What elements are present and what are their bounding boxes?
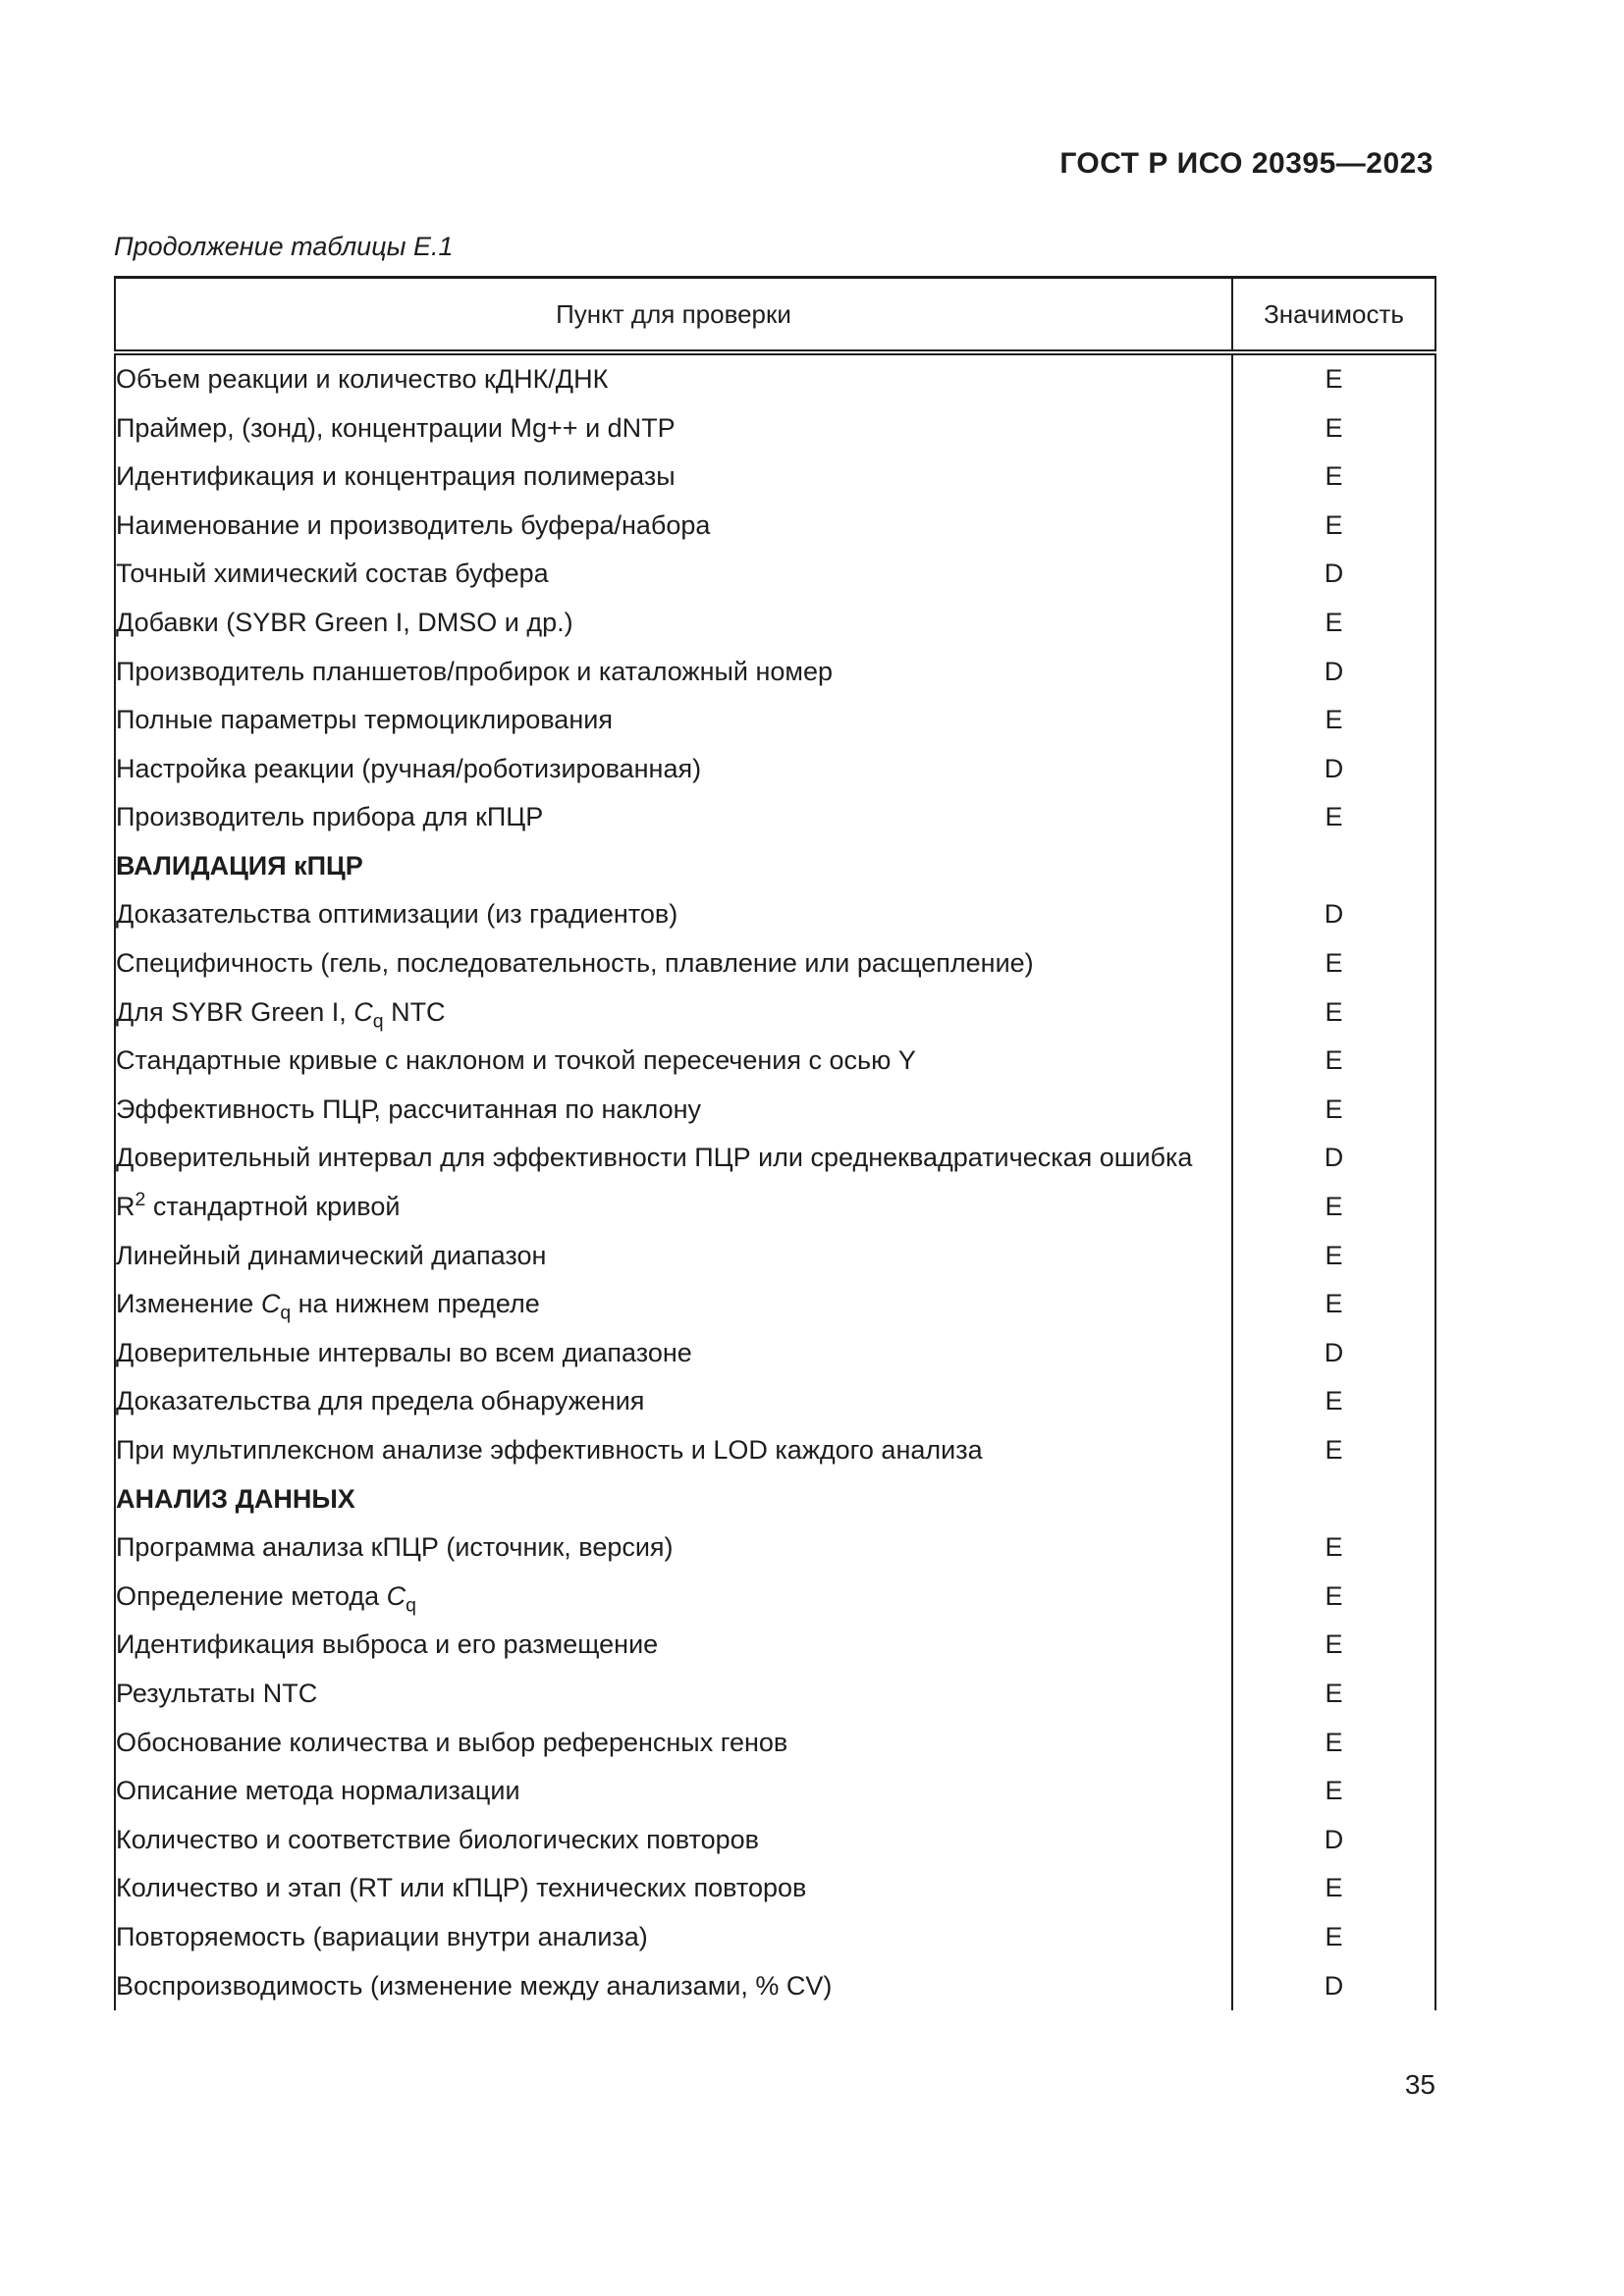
table-row xyxy=(115,745,1435,794)
check-item-cell: Воспроизводимость (изменение между анализами, % CV) xyxy=(115,1962,1232,2011)
table-row xyxy=(115,1183,1435,1232)
significance-cell: E xyxy=(1325,363,1343,394)
significance-cell: E xyxy=(1325,607,1343,637)
table-row xyxy=(115,1232,1435,1281)
check-item-cell: Полные параметры термоциклирования xyxy=(115,696,1232,745)
check-item-cell: Добавки (SYBR Green I, DMSO и др.) xyxy=(115,599,1232,648)
check-item-cell: Доказательства оптимизации (из градиентов) xyxy=(115,891,1232,940)
check-item-cell: Повторяемость (вариации внутри анализа) xyxy=(115,1913,1232,1962)
table-row xyxy=(115,1767,1435,1816)
table-row xyxy=(115,1377,1435,1426)
significance-cell: E xyxy=(1325,1580,1343,1611)
significance-cell: E xyxy=(1325,948,1343,979)
table-header-row xyxy=(115,278,1435,353)
check-item-cell: Точный химический состав буфера xyxy=(115,550,1232,599)
table-row xyxy=(115,1037,1435,1086)
check-item-cell: Описание метода нормализации xyxy=(115,1767,1232,1816)
table-row xyxy=(115,1864,1435,1913)
significance-cell xyxy=(1232,1475,1435,1524)
significance-cell: D xyxy=(1324,1970,1344,2001)
table-row xyxy=(115,891,1435,940)
check-item-cell: Идентификация выброса и его размещение xyxy=(115,1621,1232,1670)
significance-cell xyxy=(1232,842,1435,891)
significance-cell: E xyxy=(1325,1727,1343,1757)
significance-cell: E xyxy=(1325,1776,1343,1806)
check-item-cell: Программа анализа кПЦР (источник, версия) xyxy=(115,1523,1232,1573)
running-header: ГОСТ Р ИСО 20395—2023 xyxy=(1059,147,1434,180)
table-row xyxy=(115,599,1435,648)
column-header-significance: Значимость xyxy=(1232,278,1435,353)
significance-cell: E xyxy=(1325,1921,1343,1951)
table-row xyxy=(115,1523,1435,1573)
table-row xyxy=(115,1670,1435,1719)
check-item-cell: Количество и этап (RT или кПЦР) технических повторов xyxy=(115,1864,1232,1913)
checklist-table xyxy=(114,276,1436,2010)
significance-cell: D xyxy=(1324,1824,1344,1854)
significance-cell: D xyxy=(1324,656,1344,686)
column-header-check-item: Пункт для проверки xyxy=(115,278,1232,353)
table-row xyxy=(115,1962,1435,2011)
check-item-cell: Определение метода $C_q$ xyxy=(115,1573,1232,1622)
significance-cell: E xyxy=(1325,1094,1343,1124)
table-row xyxy=(115,1573,1435,1622)
significance-cell: E xyxy=(1325,1192,1343,1222)
check-item-cell: Объем реакции и количество кДНК/ДНК xyxy=(115,352,1232,404)
check-item-cell: Результаты NTC xyxy=(115,1670,1232,1719)
significance-cell: E xyxy=(1325,1435,1343,1466)
table-row xyxy=(115,502,1435,551)
check-item-cell: Доверительный интервал для эффективности ПЦР или среднеквадратическая ошибка xyxy=(115,1135,1232,1184)
table-row xyxy=(115,793,1435,842)
check-item-cell: Праймер, (зонд), концентрации Mg++ и dNTP xyxy=(115,404,1232,454)
check-item-cell: $R^2$ стандартной кривой xyxy=(115,1183,1232,1232)
table-row xyxy=(115,352,1435,404)
significance-cell: E xyxy=(1325,1532,1343,1563)
check-item-cell: Специфичность (гель, последовательность, плавление или расщепление) xyxy=(115,939,1232,988)
table-row xyxy=(115,550,1435,599)
table-row xyxy=(115,1135,1435,1184)
table-row xyxy=(115,1329,1435,1378)
significance-cell: D xyxy=(1324,1143,1344,1173)
table-row xyxy=(115,1913,1435,1962)
table-row xyxy=(115,1086,1435,1135)
significance-cell: E xyxy=(1325,705,1343,735)
check-item-cell: Линейный динамический диапазон xyxy=(115,1232,1232,1281)
check-item-cell: Доказательства для предела обнаружения xyxy=(115,1377,1232,1426)
significance-cell: D xyxy=(1324,559,1344,589)
table-row xyxy=(115,1426,1435,1475)
significance-cell: E xyxy=(1325,509,1343,540)
significance-cell: E xyxy=(1325,1386,1343,1416)
table-row xyxy=(115,988,1435,1038)
check-item-cell: Доверительные интервалы во всем диапазоне xyxy=(115,1329,1232,1378)
significance-cell: E xyxy=(1325,1873,1343,1903)
table-row xyxy=(115,1719,1435,1768)
table-row xyxy=(115,696,1435,745)
significance-cell: D xyxy=(1324,753,1344,783)
section-row xyxy=(115,1475,1435,1524)
table-row xyxy=(115,648,1435,697)
significance-cell: E xyxy=(1325,1045,1343,1076)
significance-cell: E xyxy=(1325,1289,1343,1319)
page-number: 35 xyxy=(1404,2069,1435,2100)
significance-cell: E xyxy=(1325,1629,1343,1660)
significance-cell: E xyxy=(1325,1678,1343,1708)
check-item-cell: АНАЛИЗ ДАННЫХ xyxy=(115,1475,1232,1524)
check-item-cell: Обоснование количества и выбор референсных генов xyxy=(115,1719,1232,1768)
significance-cell: D xyxy=(1324,1337,1344,1367)
table-caption: Продолжение таблицы Е.1 xyxy=(114,232,454,261)
table-row xyxy=(115,939,1435,988)
check-item-cell: Настройка реакции (ручная/роботизированная) xyxy=(115,745,1232,794)
significance-cell: D xyxy=(1324,899,1344,930)
significance-cell: E xyxy=(1325,412,1343,443)
check-item-cell: Наименование и производитель буфера/набора xyxy=(115,502,1232,551)
significance-cell: E xyxy=(1325,461,1343,492)
check-item-cell: ВАЛИДАЦИЯ кПЦР xyxy=(115,842,1232,891)
table-row xyxy=(115,1816,1435,1865)
table-row xyxy=(115,1621,1435,1670)
significance-cell: E xyxy=(1325,1240,1343,1270)
check-item-cell: Эффективность ПЦР, рассчитанная по наклону xyxy=(115,1086,1232,1135)
table-row xyxy=(115,453,1435,502)
check-item-cell: Для SYBR Green I, $C_q$ NTC xyxy=(115,988,1232,1038)
significance-cell: E xyxy=(1325,802,1343,832)
significance-cell: E xyxy=(1325,996,1343,1027)
check-item-cell: Изменение $C_q$ на нижнем пределе xyxy=(115,1280,1232,1329)
table-row xyxy=(115,404,1435,454)
section-row xyxy=(115,842,1435,891)
check-item-cell: Стандартные кривые с наклоном и точкой пересечения с осью Y xyxy=(115,1037,1232,1086)
table-row xyxy=(115,1280,1435,1329)
check-item-cell: Количество и соответствие биологических повторов xyxy=(115,1816,1232,1865)
check-item-cell: Производитель прибора для кПЦР xyxy=(115,793,1232,842)
check-item-cell: При мультиплексном анализе эффективность и LOD каждого анализа xyxy=(115,1426,1232,1475)
check-item-cell: Производитель планшетов/пробирок и каталожный номер xyxy=(115,648,1232,697)
check-item-cell: Идентификация и концентрация полимеразы xyxy=(115,453,1232,502)
